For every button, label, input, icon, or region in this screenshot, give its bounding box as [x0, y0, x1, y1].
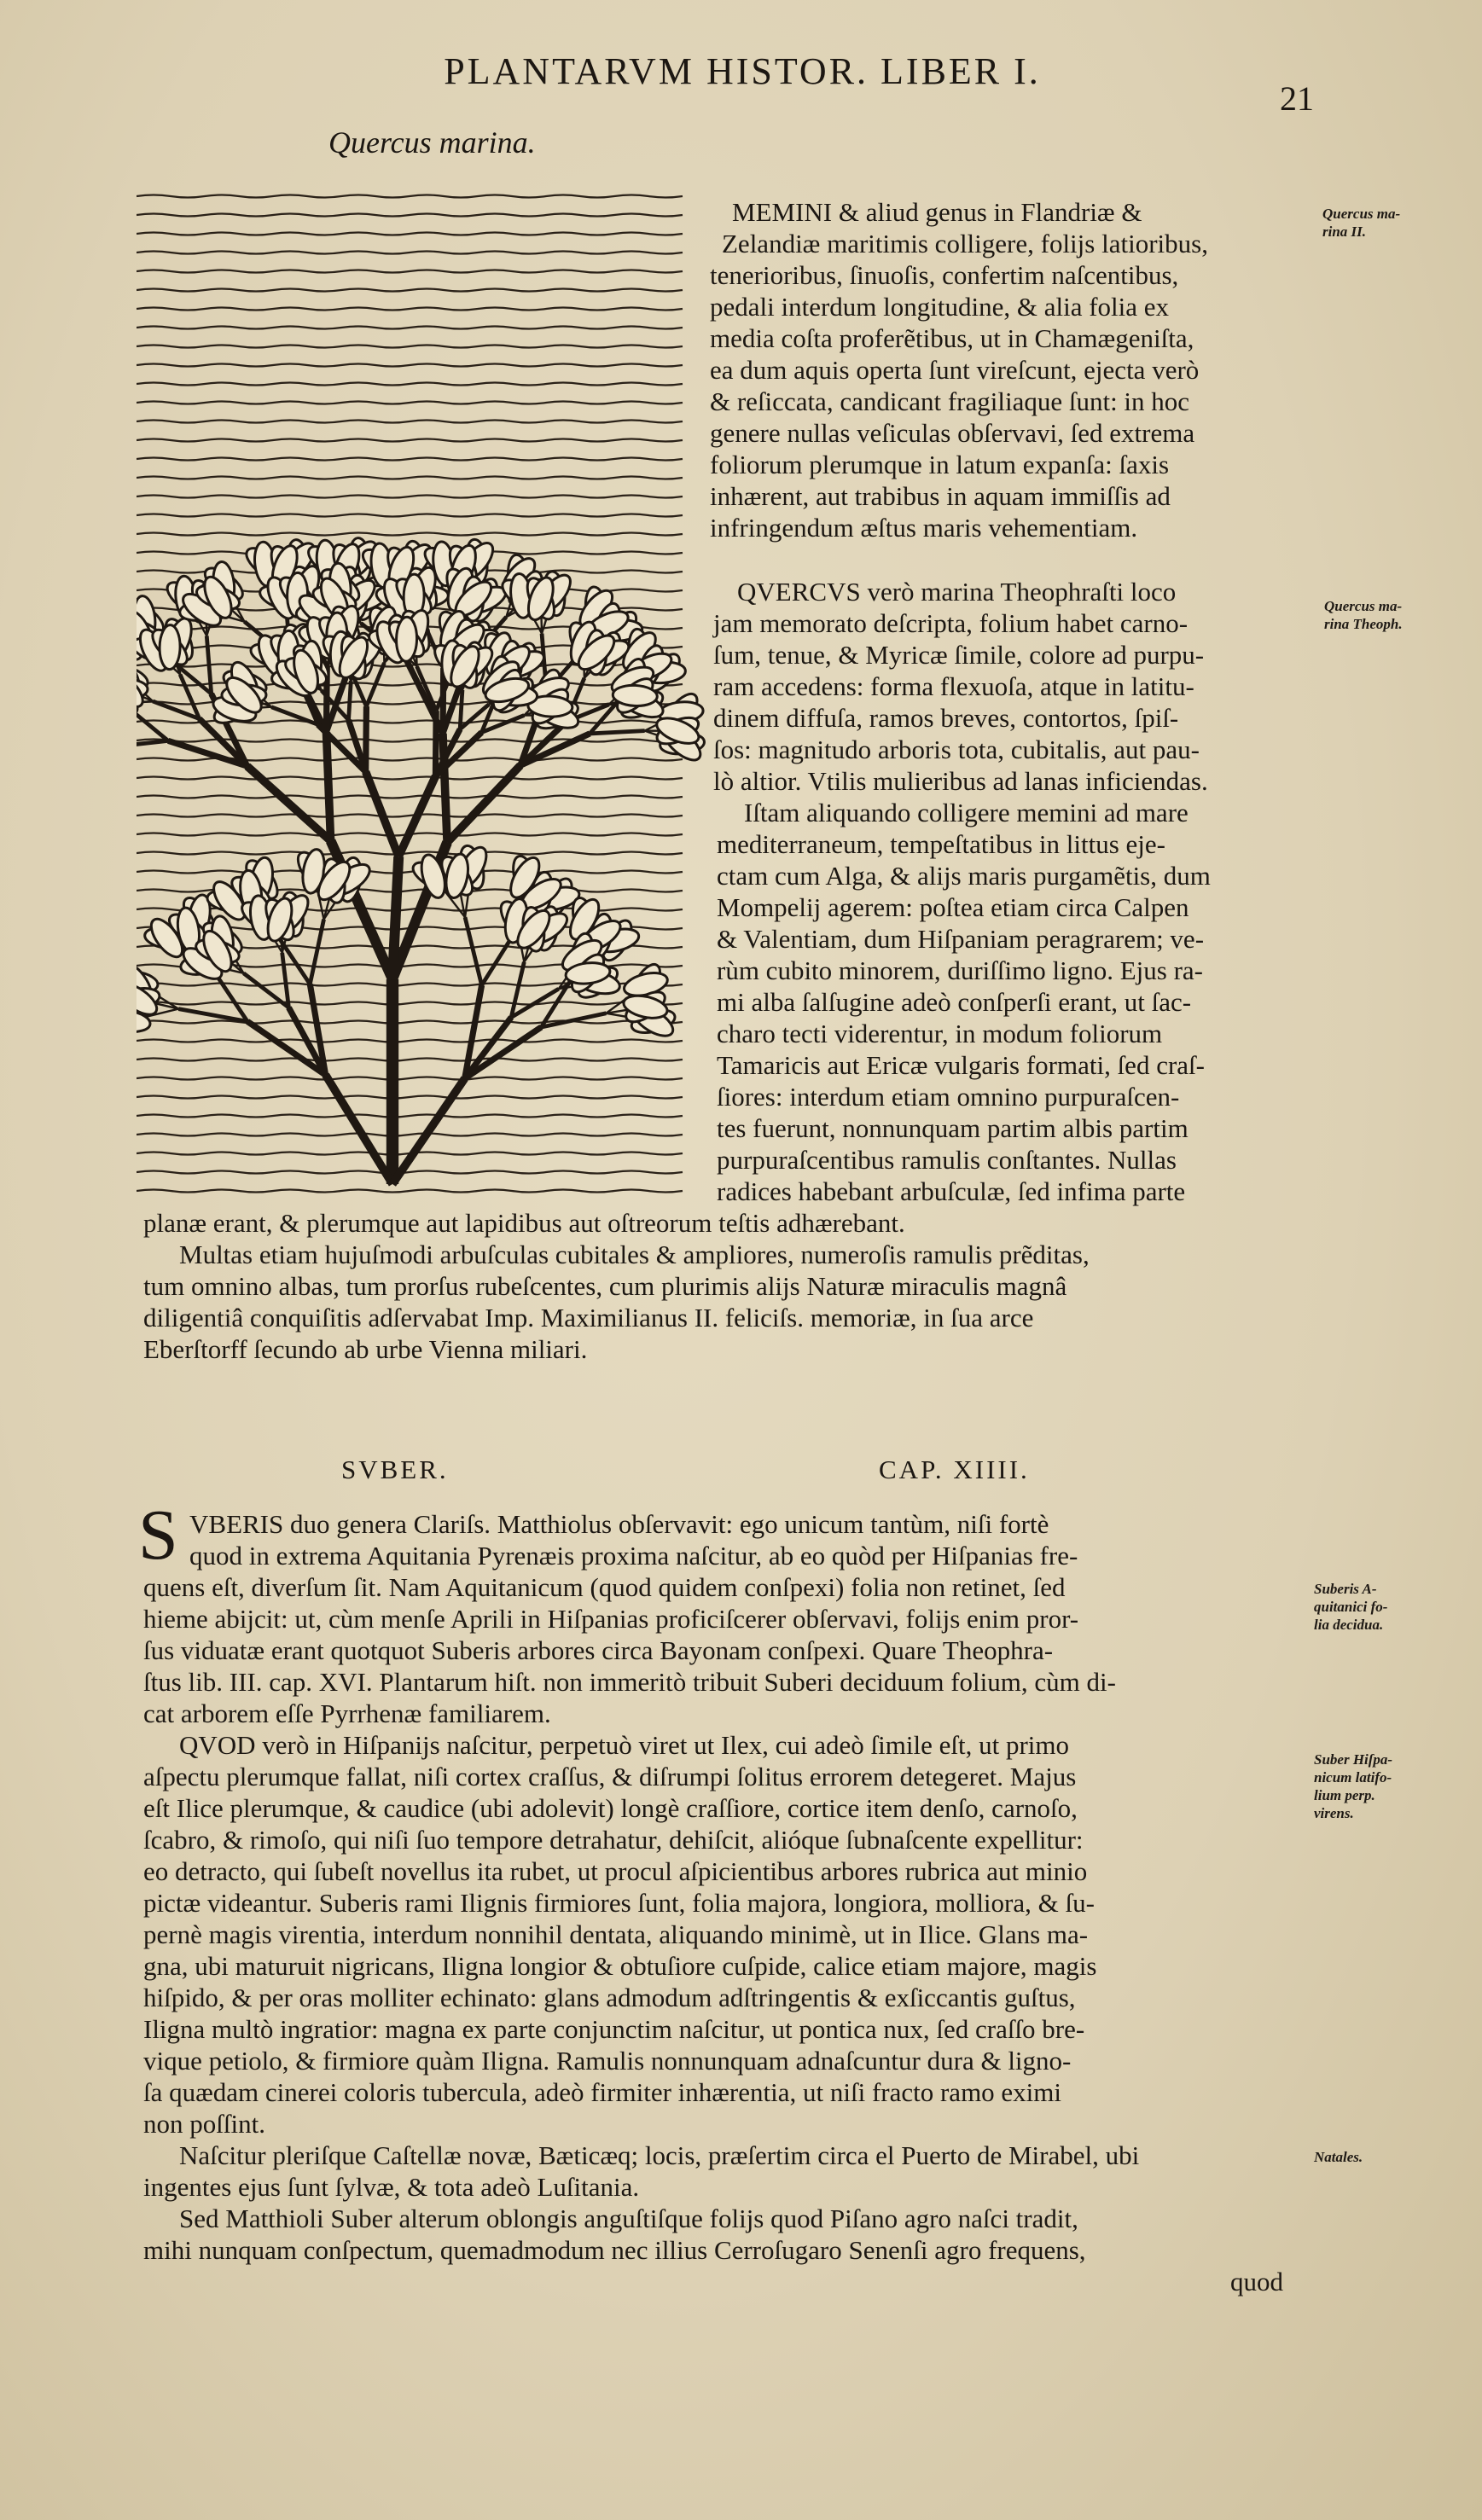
- seaweed-woodcut-icon: [137, 186, 708, 1218]
- text-line: eo detracto, qui ſubeſt novellus ita rubet, ut procul aſpicientibus arbores rubrica aut minio: [143, 1856, 1088, 1886]
- text-line: ſa quædam cinerei coloris tubercula, adeò firmiter inhærentia, ut niſi fracto ramo eximi: [143, 2077, 1062, 2107]
- text-line: ea dum aquis operta ſunt vireſcunt, ejecta verò: [710, 355, 1200, 385]
- text-line: Sed Matthioli Suber alterum oblongis anguſtiſque folijs quod Piſano agro naſci tradit,: [179, 2204, 1078, 2233]
- text-line: & Valentiam, dum Hiſpaniam peragrarem; ve-: [717, 924, 1205, 954]
- text-line: media coſta proferẽtibus, ut in Chamægeniſta,: [710, 323, 1194, 353]
- margin-note-line: Suberis A-: [1314, 1581, 1377, 1597]
- margin-note-line: rina II.: [1322, 224, 1367, 240]
- text-line: QVOD verò in Hiſpanijs naſcitur, perpetuò viret ut Ilex, cui adeò ſimile eſt, ut primo: [179, 1730, 1070, 1760]
- text-line: non poſſint.: [143, 2109, 265, 2139]
- text-line: planæ erant, & plerumque aut lapidibus aut oſtreorum teſtis adhærebant.: [143, 1208, 905, 1238]
- text-line: Zelandiæ maritimis colligere, folijs latioribus,: [722, 229, 1208, 258]
- drop-cap: S: [138, 1495, 178, 1575]
- margin-note: [1314, 1580, 1387, 1634]
- text-line: Iſtam aliquando colligere memini ad mare: [744, 798, 1189, 827]
- text-line: jam memorato deſcripta, folium habet carno-: [713, 608, 1189, 638]
- text-line: ingentes ejus ſunt ſylvæ, & tota adeò Luſitania.: [143, 2172, 640, 2202]
- text-line: MEMINI & aliud genus in Flandriæ &: [732, 197, 1142, 227]
- text-line: hiſpido, & per oras molliter echinato: glans admodum adſtringentis & exſiccantis guſtus,: [143, 1983, 1076, 2012]
- running-title: PLANTARVM HISTOR. LIBER I.: [444, 50, 1041, 92]
- text-line: eſt Ilice plerumque, & caudice (ubi adolevit) longè craſſiore, cortice item denſo, carnoſo,: [143, 1793, 1078, 1823]
- text-line: radices habebant arbuſculæ, ſed infima parte: [717, 1176, 1186, 1206]
- margin-note-line: Quercus ma-: [1322, 206, 1401, 222]
- text-line: foliorum plerumque in latum expanſa: ſaxis: [710, 450, 1170, 479]
- text-line: ſos: magnitudo arboris tota, cubitalis, aut pau-: [713, 735, 1200, 764]
- text-line: purpuraſcentibus ramulis conſtantes. Nullas: [717, 1145, 1177, 1175]
- text-line: ſcabro, & rimoſo, qui niſi ſuo tempore detrahatur, dehiſcit, alióque ſubnaſcente expellitur:: [143, 1825, 1084, 1855]
- text-line: ſus viduatæ erant quotquot Suberis arbores circa Bayonam conſpexi. Quare Theophra-: [143, 1635, 1054, 1665]
- text-line: cat arborem eſſe Pyrrhenæ familiarem.: [143, 1698, 551, 1728]
- text-line: quod in extrema Aquitania Pyrenæis proxima naſcitur, ab eo quòd per Hiſpanias fre-: [189, 1541, 1078, 1571]
- text-line: gna, ubi maturuit nigricans, Iligna longior & obtuſiore cuſpide, calice etiam majore, magis: [143, 1951, 1097, 1981]
- text-line: ſum, tenue, & Myricæ ſimile, colore ad purpu-: [713, 640, 1205, 670]
- text-line: Mompelij agerem: poſtea etiam circa Calpen: [717, 892, 1189, 922]
- text-line: inhærent, aut trabibus in aquam immiſſis ad: [710, 481, 1171, 511]
- margin-note: [1314, 2148, 1363, 2166]
- text-line: mi alba ſalſugine adeò conſperſi erant, ut ſac-: [717, 987, 1192, 1017]
- text-line: dinem diffuſa, ramos breves, contortos, ſpiſ-: [713, 703, 1179, 733]
- text-line: VBERIS duo genera Clariſs. Matthiolus obſervavit: ego unicum tantùm, niſi fortè: [189, 1509, 1049, 1539]
- text-line: tenerioribus, ſinuoſis, confertim naſcentibus,: [710, 260, 1179, 290]
- text-line: hieme abijcit: ut, cùm menſe Aprili in Hiſpanias proficiſcerer obſervavi, folijs enim pror-: [143, 1604, 1079, 1634]
- catchword: quod: [1230, 2267, 1283, 2296]
- text-line: quens eſt, diverſum ſit. Nam Aquitanicum (quod quidem conſpexi) folia non retinet, ſed: [143, 1572, 1066, 1602]
- text-line: ctam cum Alga, & alijs maris purgamẽtis, dum: [717, 861, 1211, 891]
- text-line: pernè magis virentia, interdum nonnihil dentata, aliquando minimè, ut in Ilice. Glans ma-: [143, 1919, 1089, 1949]
- margin-note-line: rina Theoph.: [1324, 616, 1403, 632]
- text-line: pedali interdum longitudine, & alia folia ex: [710, 292, 1170, 322]
- text-line: tes fuerunt, nonnunquam partim albis partim: [717, 1113, 1189, 1143]
- text-line: infringendum æſtus maris vehementiam.: [710, 513, 1138, 543]
- text-line: ſtus lib. III. cap. XVI. Plantarum hiſt. non immeritò tribuit Suberi deciduum folium, cùm di-: [143, 1667, 1116, 1697]
- margin-note: [1324, 597, 1403, 633]
- text-line: rùm cubito minorem, duriſſimo ligno. Ejus ra-: [717, 955, 1203, 985]
- margin-note-line: lium perp.: [1314, 1787, 1375, 1803]
- text-line: & reſiccata, candicant fragiliaque ſunt: in hoc: [710, 386, 1190, 416]
- text-line: vique petiolo, & firmiore quàm Iligna. Ramulis nonnunquam adnaſcuntur dura & ligno-: [143, 2046, 1072, 2076]
- text-line: aſpectu plerumque fallat, niſi cortex craſſus, & diſrumpi ſolitus errorem detegeret. Majus: [143, 1762, 1077, 1791]
- margin-note-line: nicum latifo-: [1314, 1769, 1392, 1785]
- page-number: 21: [1280, 79, 1314, 118]
- margin-note-line: quitanici fo-: [1314, 1599, 1388, 1615]
- text-line: Naſcitur pleriſque Caſtellæ novæ, Bæticæq; locis, præſertim circa el Puerto de Mirabel, ubi: [179, 2140, 1140, 2170]
- text-line: QVERCVS verò marina Theophraſti loco: [737, 577, 1177, 607]
- margin-note-line: lia decidua.: [1314, 1617, 1384, 1633]
- text-line: Tamaricis aut Ericæ vulgaris formati, ſed craſ-: [717, 1050, 1205, 1080]
- text-line: Iligna multò ingratior: magna ex parte conjunctim naſcitur, ut pontica nux, ſed craſſo bre-: [143, 2014, 1085, 2044]
- text-line: mihi nunquam conſpectum, quemadmodum nec illius Cerroſugaro Senenſi agro frequens,: [143, 2235, 1086, 2265]
- plate-caption: Quercus marina.: [328, 125, 536, 160]
- margin-note-line: virens.: [1314, 1805, 1354, 1821]
- text-line: pictæ videantur. Suberis rami Ilignis firmiores ſunt, folia majora, longiora, molliora, & ſu-: [143, 1888, 1095, 1918]
- text-line: lò altior. Vtilis mulieribus ad lanas inficiendas.: [713, 766, 1208, 796]
- text-line: ram accedens: forma flexuoſa, atque in latitu-: [713, 671, 1194, 701]
- margin-note: [1314, 1751, 1392, 1822]
- text-line: diligentiâ conquiſitis adſervabat Imp. Maximilianus II. feliciſs. memoriæ, in ſua arce: [143, 1303, 1034, 1333]
- margin-note-line: Natales.: [1314, 2149, 1363, 2165]
- chapter-title: SVBER.: [341, 1455, 449, 1484]
- margin-note-line: Quercus ma-: [1324, 598, 1403, 614]
- text-line: Multas etiam hujuſmodi arbuſculas cubitales & ampliores, numeroſis ramulis prẽditas,: [179, 1240, 1090, 1269]
- text-line: Eberſtorff ſecundo ab urbe Vienna miliari.: [143, 1334, 588, 1364]
- text-line: charo tecti viderentur, in modum foliorum: [717, 1019, 1163, 1048]
- text-line: ſiores: interdum etiam omnino purpuraſcen-: [717, 1082, 1180, 1112]
- text-line: genere nullas veſiculas obſervavi, ſed extrema: [710, 418, 1195, 448]
- margin-note: [1322, 205, 1400, 241]
- margin-note-line: Suber Hiſpa-: [1314, 1751, 1393, 1768]
- text-line: tum omnino albas, tum prorſus rubeſcentes, cum plurimis alijs Naturæ miraculis magnâ: [143, 1271, 1067, 1301]
- text-line: mediterraneum, tempeſtatibus in littus eje-: [717, 829, 1165, 859]
- chapter-number: CAP. XIIII.: [879, 1455, 1030, 1484]
